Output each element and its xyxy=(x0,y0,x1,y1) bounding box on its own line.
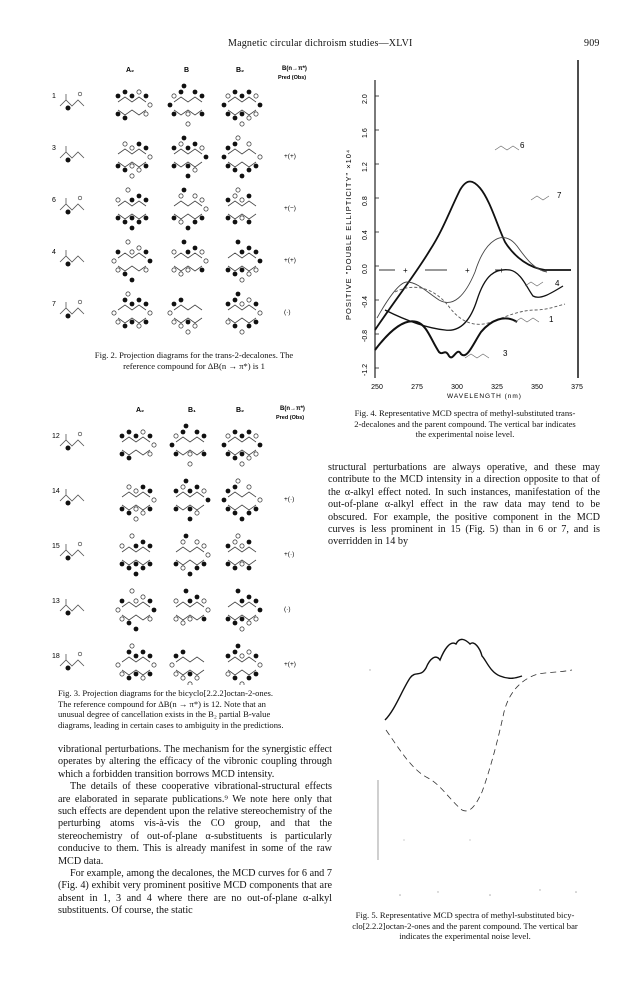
svg-text:+: + xyxy=(499,266,504,275)
fig3-prediction: (·) xyxy=(284,606,291,613)
fig4-x-tick-label: 250 xyxy=(371,384,383,391)
structure-sketch xyxy=(60,146,84,163)
projection-diagram xyxy=(116,188,149,231)
projection-diagram xyxy=(116,142,153,179)
projection-diagram xyxy=(172,240,208,276)
fig5-curve-dashed xyxy=(386,670,572,811)
fig3-caption-line: Fig. 3. Projection diagrams for the bicyclo[2.2.2]octan-2-ones. xyxy=(58,688,274,698)
structure-sketch xyxy=(60,250,84,267)
fig3-caption-line: The reference compound for ΔB(n → π*) is 12. Note that an xyxy=(58,698,266,709)
projection-diagram xyxy=(222,430,263,467)
projection-diagram xyxy=(174,479,211,522)
fig3-col-header-a2: A₂ xyxy=(136,407,145,414)
fig4-y-tick-label: 0.4 xyxy=(362,230,369,240)
fig4-y-axis-label: POSITIVE "DOUBLE ELLIPTICITY" ×10⁴ xyxy=(344,148,353,320)
structure-sketch xyxy=(60,92,84,110)
fig3-pred-obs: Pred (Obs) xyxy=(276,415,305,421)
fig3-caption-line: diagrams, leading in certain cases to ambiguity in the predictions. xyxy=(58,719,284,730)
projection-diagram xyxy=(226,644,262,685)
fig3-col-header-b2: B₂ xyxy=(236,407,245,414)
fig4-caption-line: Fig. 4. Representative MCD spectra of methyl-substituted trans- xyxy=(354,408,576,418)
projection-diagram xyxy=(226,188,256,225)
page-number: 909 xyxy=(584,38,600,49)
right-column-text xyxy=(328,462,600,549)
fig4-structure-sketches xyxy=(465,146,549,358)
fig4-curve-6 xyxy=(375,182,571,331)
projection-diagram xyxy=(120,485,157,521)
fig4-y-tick-label: -0.8 xyxy=(362,329,369,342)
svg-text:+: + xyxy=(403,266,408,275)
fig2-row-label: 1 xyxy=(52,93,56,100)
projection-diagram xyxy=(222,479,262,522)
fig4-x-tick-label: 275 xyxy=(411,384,423,391)
structure-sketch xyxy=(60,542,84,560)
projection-diagram xyxy=(226,589,263,632)
fig2-pred-obs: Pred (Obs) xyxy=(278,75,307,81)
projection-diagram xyxy=(116,90,153,121)
fig2-prediction: +(+) xyxy=(284,257,296,264)
fig4-label-4: 4 xyxy=(555,279,560,288)
fig3-prediction: +(+) xyxy=(284,661,296,668)
fig4-y-tick-label: -1.2 xyxy=(362,363,369,376)
fig2-row-label: 7 xyxy=(52,301,56,308)
fig5-caption-line: indicates the experimental noise level. xyxy=(399,931,531,941)
structure-sketch xyxy=(60,489,84,506)
running-title: Magnetic circular dichroism studies—XLVI xyxy=(228,38,413,49)
fig3-row-label: 18 xyxy=(52,653,60,660)
fig4-caption-line: 2-decalones and the parent compound. The vertical bar indicates xyxy=(354,418,576,429)
left-column-text xyxy=(58,744,332,918)
figure-4-caption xyxy=(333,408,597,440)
fig4-x-tick-label: 350 xyxy=(531,384,543,391)
projection-diagram xyxy=(168,298,202,335)
projection-diagram xyxy=(112,240,152,283)
fig3-col-header-b1: B₁ xyxy=(188,407,196,414)
structure-sketch xyxy=(60,652,84,670)
fig4-x-axis-label: WAVELENGTH (nm) xyxy=(447,393,522,400)
fig2-row-label: 6 xyxy=(52,197,56,204)
fig5-curve-solid xyxy=(385,639,522,720)
fig3-prediction: +(·) xyxy=(284,551,295,558)
fig3-col-header-bnpi: B(n→π*) xyxy=(280,406,305,412)
projection-diagram xyxy=(174,534,210,577)
fig5-caption-line: clo[2.2.2]octan-2-ones and the parent compound. The vertical bar xyxy=(352,920,578,931)
figure-3-caption xyxy=(58,688,332,730)
figure-2-caption xyxy=(58,350,330,371)
fig2-caption-line: reference compound for ΔB(n → π*) is 1 xyxy=(123,360,265,371)
fig3-row-label: 12 xyxy=(52,433,60,440)
fig4-x-tick-label: 300 xyxy=(451,384,463,391)
right-paragraph-1: structural perturbations are always operative, and these may contribute to the MCD intensity in a direction opposite to that of the α-alkyl effect noted. In such instances, manifestation of the out-of-plane α-alkyl effect in the raw data may tend to be obscured. For example, the positive component in the MCD curves is less prominent in 15 (Fig. 5) than in 6 or 7, and is overridden in 14 by xyxy=(328,462,600,548)
fig2-caption-line: Fig. 2. Projection diagrams for the trans-2-decalones. The xyxy=(94,350,294,360)
fig4-label-3: 3 xyxy=(503,349,508,358)
fig4-y-tick-label: 0.0 xyxy=(362,264,369,274)
projection-diagram xyxy=(226,292,262,335)
fig4-y-tick-label: 1.2 xyxy=(362,162,369,172)
figure-4-mcd-spectra xyxy=(335,60,595,400)
projection-diagram xyxy=(120,534,153,577)
projection-diagram xyxy=(112,292,152,329)
fig4-y-tick-label: 2.0 xyxy=(362,94,369,104)
fig3-caption-line: unusual degree of cancellation exists in the B₂ partial B-value xyxy=(58,709,271,719)
fig4-y-tick-label: 0.8 xyxy=(362,196,369,206)
fig3-prediction: +(·) xyxy=(284,496,295,503)
fig2-col-header-b: B xyxy=(184,67,190,74)
left-paragraph-3: For example, among the decalones, the MCD curves for 6 and 7 (Fig. 4) exhibit very prominent positive MCD components that are absent in 1, 3 and 4 where there are no out-of-plane α-alkyl substituents. Of course, the static xyxy=(58,868,332,917)
figure-5-mcd-spectra xyxy=(340,600,600,900)
projection-diagram xyxy=(222,90,263,127)
svg-text:+: + xyxy=(465,266,470,275)
fig3-row-label: 15 xyxy=(52,543,60,550)
structure-sketch xyxy=(60,300,84,318)
fig2-prediction: (·) xyxy=(284,309,291,316)
fig2-prediction: +(−) xyxy=(284,205,296,212)
projection-diagram xyxy=(170,424,207,467)
structure-sketch xyxy=(60,432,84,450)
fig5-noise-dots xyxy=(369,669,577,896)
projection-diagram xyxy=(226,240,263,282)
projection-diagram xyxy=(120,430,157,461)
fig4-x-tick-label: 325 xyxy=(491,384,503,391)
projection-diagram xyxy=(172,136,209,179)
figure-2-projection-diagrams xyxy=(50,60,330,340)
fig3-row-label: 14 xyxy=(52,488,60,495)
fig4-y-tick-label: 1.6 xyxy=(362,128,369,138)
projection-diagram xyxy=(170,650,204,685)
fig5-caption-line: Fig. 5. Representative MCD spectra of methyl-substituted bicy- xyxy=(355,910,575,920)
figure-3-projection-diagrams xyxy=(50,400,330,685)
fig4-label-7: 7 xyxy=(557,191,562,200)
projection-diagram xyxy=(116,644,156,681)
fig4-label-1: 1 xyxy=(549,315,554,324)
fig4-x-tick-label: 375 xyxy=(571,384,583,391)
left-paragraph-2: The details of these cooperative vibrational-structural effects are elaborated in separate publications.⁹ We note here only that such effects are dependent upon the relative stereochemistry of the perturbing atoms vis-à-vis the CO group, and that the stereochemistry of out-of-plane α-substituents is particularly conducive to them. This is already manifest in some of the raw MCD data. xyxy=(58,781,332,867)
fig4-curve-3 xyxy=(375,318,517,357)
fig2-col-header-bnpi: B(n→π*) xyxy=(282,66,307,72)
projection-diagram xyxy=(116,589,156,632)
fig4-label-6: 6 xyxy=(520,141,525,150)
fig2-col-header-b2: B₂ xyxy=(236,67,245,74)
projection-diagram xyxy=(168,84,205,127)
fig4-caption-line: the experimental noise level. xyxy=(415,429,515,439)
projection-diagram xyxy=(174,589,210,626)
structure-sketch xyxy=(60,599,84,616)
projection-diagram xyxy=(172,188,208,231)
projection-diagram xyxy=(222,136,262,179)
projection-diagram xyxy=(226,534,256,571)
fig2-row-label: 3 xyxy=(52,145,56,152)
structure-sketch xyxy=(60,196,84,214)
left-paragraph-1: vibrational perturbations. The mechanism for the synergistic effect operates by altering the efficacy of the vibronic coupling through which a forbidden transition borrows MCD intensity. xyxy=(58,744,332,780)
fig2-row-label: 4 xyxy=(52,249,56,256)
fig2-col-header-a2: A₂ xyxy=(126,67,135,74)
fig4-zero-line xyxy=(379,266,549,275)
fig4-y-tick-label: -0.4 xyxy=(362,295,369,308)
fig2-prediction: +(+) xyxy=(284,153,296,160)
fig3-row-label: 13 xyxy=(52,598,60,605)
figure-5-caption xyxy=(330,910,600,942)
